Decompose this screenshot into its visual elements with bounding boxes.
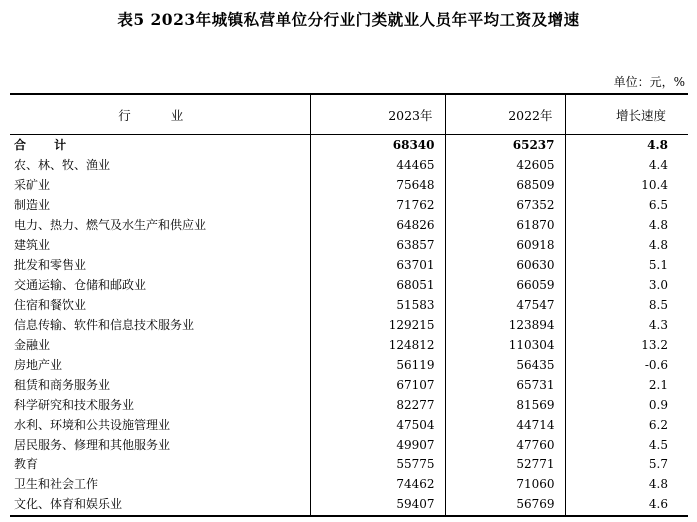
- wage-2022-cell: 110304: [445, 335, 565, 355]
- wage-2023-cell: 56119: [310, 355, 445, 375]
- table-row-total: [10, 135, 688, 156]
- wage-2022-cell: 60630: [445, 256, 565, 276]
- wage-2023-cell: 63857: [310, 236, 445, 256]
- table-row: [10, 375, 688, 395]
- wage-2023-cell: 51583: [310, 296, 445, 316]
- growth-rate-cell: 4.6: [565, 495, 688, 516]
- wage-2023-cell: 59407: [310, 495, 445, 516]
- header-2022: 2022年: [445, 94, 565, 135]
- wage-2023-cell: 74462: [310, 475, 445, 495]
- unit-label: 单位：元，%: [613, 75, 685, 89]
- table-header-row: [10, 94, 688, 135]
- table-row: [10, 315, 688, 335]
- table-row: [10, 276, 688, 296]
- wage-2023-cell: 67107: [310, 375, 445, 395]
- growth-rate-cell: 5.1: [565, 256, 688, 276]
- table-row: [10, 236, 688, 256]
- table-row: [10, 395, 688, 415]
- growth-rate-cell: 4.4: [565, 156, 688, 176]
- wage-2023-cell: 64826: [310, 216, 445, 236]
- table-row: [10, 335, 688, 355]
- wage-2023-cell: 124812: [310, 335, 445, 355]
- wage-2022-cell: 56769: [445, 495, 565, 516]
- wage-2022-cell: 65731: [445, 375, 565, 395]
- table-row: [10, 196, 688, 216]
- wage-2022-cell: 123894: [445, 315, 565, 335]
- table-row: [10, 176, 688, 196]
- industry-cell: 居民服务、修理和其他服务业: [14, 437, 171, 452]
- wage-2022-cell: 60918: [445, 236, 565, 256]
- industry-cell: 交通运输、仓储和邮政业: [14, 278, 147, 293]
- table-row: [10, 296, 688, 316]
- table-row: [10, 415, 688, 435]
- industry-cell: 房地产业: [14, 357, 63, 372]
- growth-rate-cell: -0.6: [565, 355, 688, 375]
- growth-rate-cell: 5.7: [565, 455, 688, 475]
- wage-2022-cell: 44714: [445, 415, 565, 435]
- growth-rate-cell: 8.5: [565, 296, 688, 316]
- growth-rate-cell: 6.5: [565, 196, 688, 216]
- industry-cell: 信息传输、软件和信息技术服务业: [14, 317, 195, 332]
- industry-cell: 文化、体育和娱乐业: [10, 495, 310, 516]
- industry-cell: 金融业: [14, 337, 51, 352]
- table-title: 表5 2023年城镇私营单位分行业门类就业人员年平均工资及增速: [117, 10, 580, 29]
- growth-rate-cell: 4.5: [565, 435, 688, 455]
- wage-2022-cell: 47547: [445, 296, 565, 316]
- header-2023: 2023年: [310, 94, 445, 135]
- industry-cell: 住宿和餐饮业: [14, 297, 87, 312]
- growth-rate-cell: 4.8: [565, 236, 688, 256]
- table-row: [10, 495, 688, 516]
- growth-rate-cell: 3.0: [565, 276, 688, 296]
- table-row: [10, 475, 688, 495]
- wage-2023-cell: 68340: [310, 135, 445, 156]
- wage-2022-cell: 52771: [445, 455, 565, 475]
- wage-table: [10, 93, 688, 517]
- growth-rate-cell: 4.8: [565, 135, 688, 156]
- growth-rate-cell: 2.1: [565, 375, 688, 395]
- wage-2022-cell: 42605: [445, 156, 565, 176]
- growth-rate-cell: 0.9: [565, 395, 688, 415]
- industry-cell: 合 计: [14, 138, 79, 153]
- wage-2022-cell: 81569: [445, 395, 565, 415]
- industry-cell: 采矿业: [14, 178, 51, 193]
- wage-2023-cell: 47504: [310, 415, 445, 435]
- table-row: [10, 256, 688, 276]
- wage-2023-cell: 49907: [310, 435, 445, 455]
- wage-2023-cell: 82277: [310, 395, 445, 415]
- industry-cell: 卫生和社会工作: [14, 477, 99, 492]
- industry-cell: 电力、热力、燃气及水生产和供应业: [14, 218, 207, 233]
- industry-cell: 水利、环境和公共设施管理业: [14, 417, 171, 432]
- wage-2023-cell: 71762: [310, 196, 445, 216]
- wage-2023-cell: 63701: [310, 256, 445, 276]
- industry-cell: 批发和零售业: [14, 258, 87, 273]
- header-industry: 行 业: [10, 94, 310, 135]
- wage-2022-cell: 71060: [445, 475, 565, 495]
- table-row: [10, 435, 688, 455]
- industry-cell: 教育: [14, 457, 39, 472]
- wage-2023-cell: 75648: [310, 176, 445, 196]
- header-growth: 增长速度: [565, 94, 688, 135]
- wage-2023-cell: 44465: [310, 156, 445, 176]
- table-row: [10, 156, 688, 176]
- growth-rate-cell: 13.2: [565, 335, 688, 355]
- wage-2022-cell: 65237: [445, 135, 565, 156]
- industry-cell: 租赁和商务服务业: [14, 377, 111, 392]
- wage-2022-cell: 61870: [445, 216, 565, 236]
- table-row: [10, 216, 688, 236]
- industry-cell: 科学研究和技术服务业: [14, 397, 135, 412]
- table-body: [10, 135, 688, 516]
- table-row: [10, 355, 688, 375]
- growth-rate-cell: 4.8: [565, 216, 688, 236]
- growth-rate-cell: 4.3: [565, 315, 688, 335]
- wage-2022-cell: 67352: [445, 196, 565, 216]
- growth-rate-cell: 4.8: [565, 475, 688, 495]
- table-row: [10, 455, 688, 475]
- wage-2022-cell: 68509: [445, 176, 565, 196]
- industry-cell: 农、林、牧、渔业: [14, 158, 111, 173]
- wage-2023-cell: 55775: [310, 455, 445, 475]
- industry-cell: 制造业: [14, 198, 51, 213]
- wage-2022-cell: 56435: [445, 355, 565, 375]
- wage-2023-cell: 68051: [310, 276, 445, 296]
- growth-rate-cell: 6.2: [565, 415, 688, 435]
- wage-2022-cell: 47760: [445, 435, 565, 455]
- wage-2022-cell: 66059: [445, 276, 565, 296]
- wage-2023-cell: 129215: [310, 315, 445, 335]
- growth-rate-cell: 10.4: [565, 176, 688, 196]
- industry-cell: 建筑业: [14, 238, 51, 253]
